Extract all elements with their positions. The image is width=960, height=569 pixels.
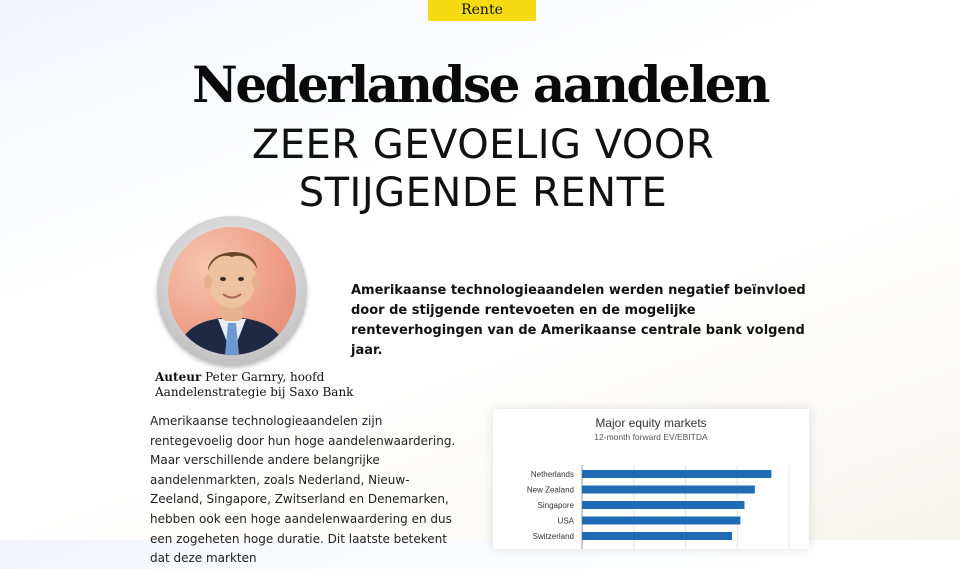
chart-subtitle: 12-month forward EV/EBITDA xyxy=(594,432,708,442)
chart-bar-usa xyxy=(582,517,740,525)
equity-bar-chart xyxy=(493,409,809,549)
author-byline xyxy=(155,370,355,400)
subtitle-line-2: STIJGENDE RENTE xyxy=(298,170,668,216)
chart-category-label: USA xyxy=(557,516,574,526)
author-name: Peter Garnry, hoofd xyxy=(205,370,325,384)
lead-paragraph: Amerikaanse technologieaandelen werden negatief beïnvloed door de stijgende rentevoeten en de mogelijke renteverhogingen van de Amerikaanse centrale bank volgend jaar. xyxy=(351,283,806,358)
subtitle-line-1: ZEER GEVOELIG VOOR xyxy=(251,122,715,168)
author-role: Aandelenstrategie bij Saxo Bank xyxy=(155,385,354,399)
author-photo xyxy=(168,227,296,355)
body-paragraph: Amerikaanse technologieaandelen zijn rentegevoelig door hun hoge aandelenwaardering. Maar verschillende andere belangrijke aandelenmarkten, zoals Nederland, Nieuw-Zeeland, Singapore, Zwitserland en Denemarken, hebben ook een hoge aandelenwaardering en dus een zogeheten hoge duratie. Dit laatste betekent dat deze markten xyxy=(150,414,456,566)
chart-title: Major equity markets xyxy=(595,416,707,430)
chart-category-label: Switzerland xyxy=(532,532,574,541)
person-illustration xyxy=(168,227,296,355)
author-label: Auteur xyxy=(155,370,202,384)
chart-category-label: Singapore xyxy=(537,501,574,510)
article-subtitle xyxy=(0,121,960,217)
chart-bar-singapore xyxy=(582,501,744,509)
chart-bar-netherlands xyxy=(582,470,771,478)
chart-bar-new-zealand xyxy=(582,486,755,494)
chart-card xyxy=(493,409,809,549)
article-title: Nederlandse aandelen xyxy=(192,55,768,114)
chart-category-label: New Zealand xyxy=(526,485,574,495)
section-tag: Rente xyxy=(428,0,536,21)
author-portrait xyxy=(157,216,307,366)
chart-category-label: Netherlands xyxy=(530,470,574,479)
chart-bar-switzerland xyxy=(582,532,732,540)
